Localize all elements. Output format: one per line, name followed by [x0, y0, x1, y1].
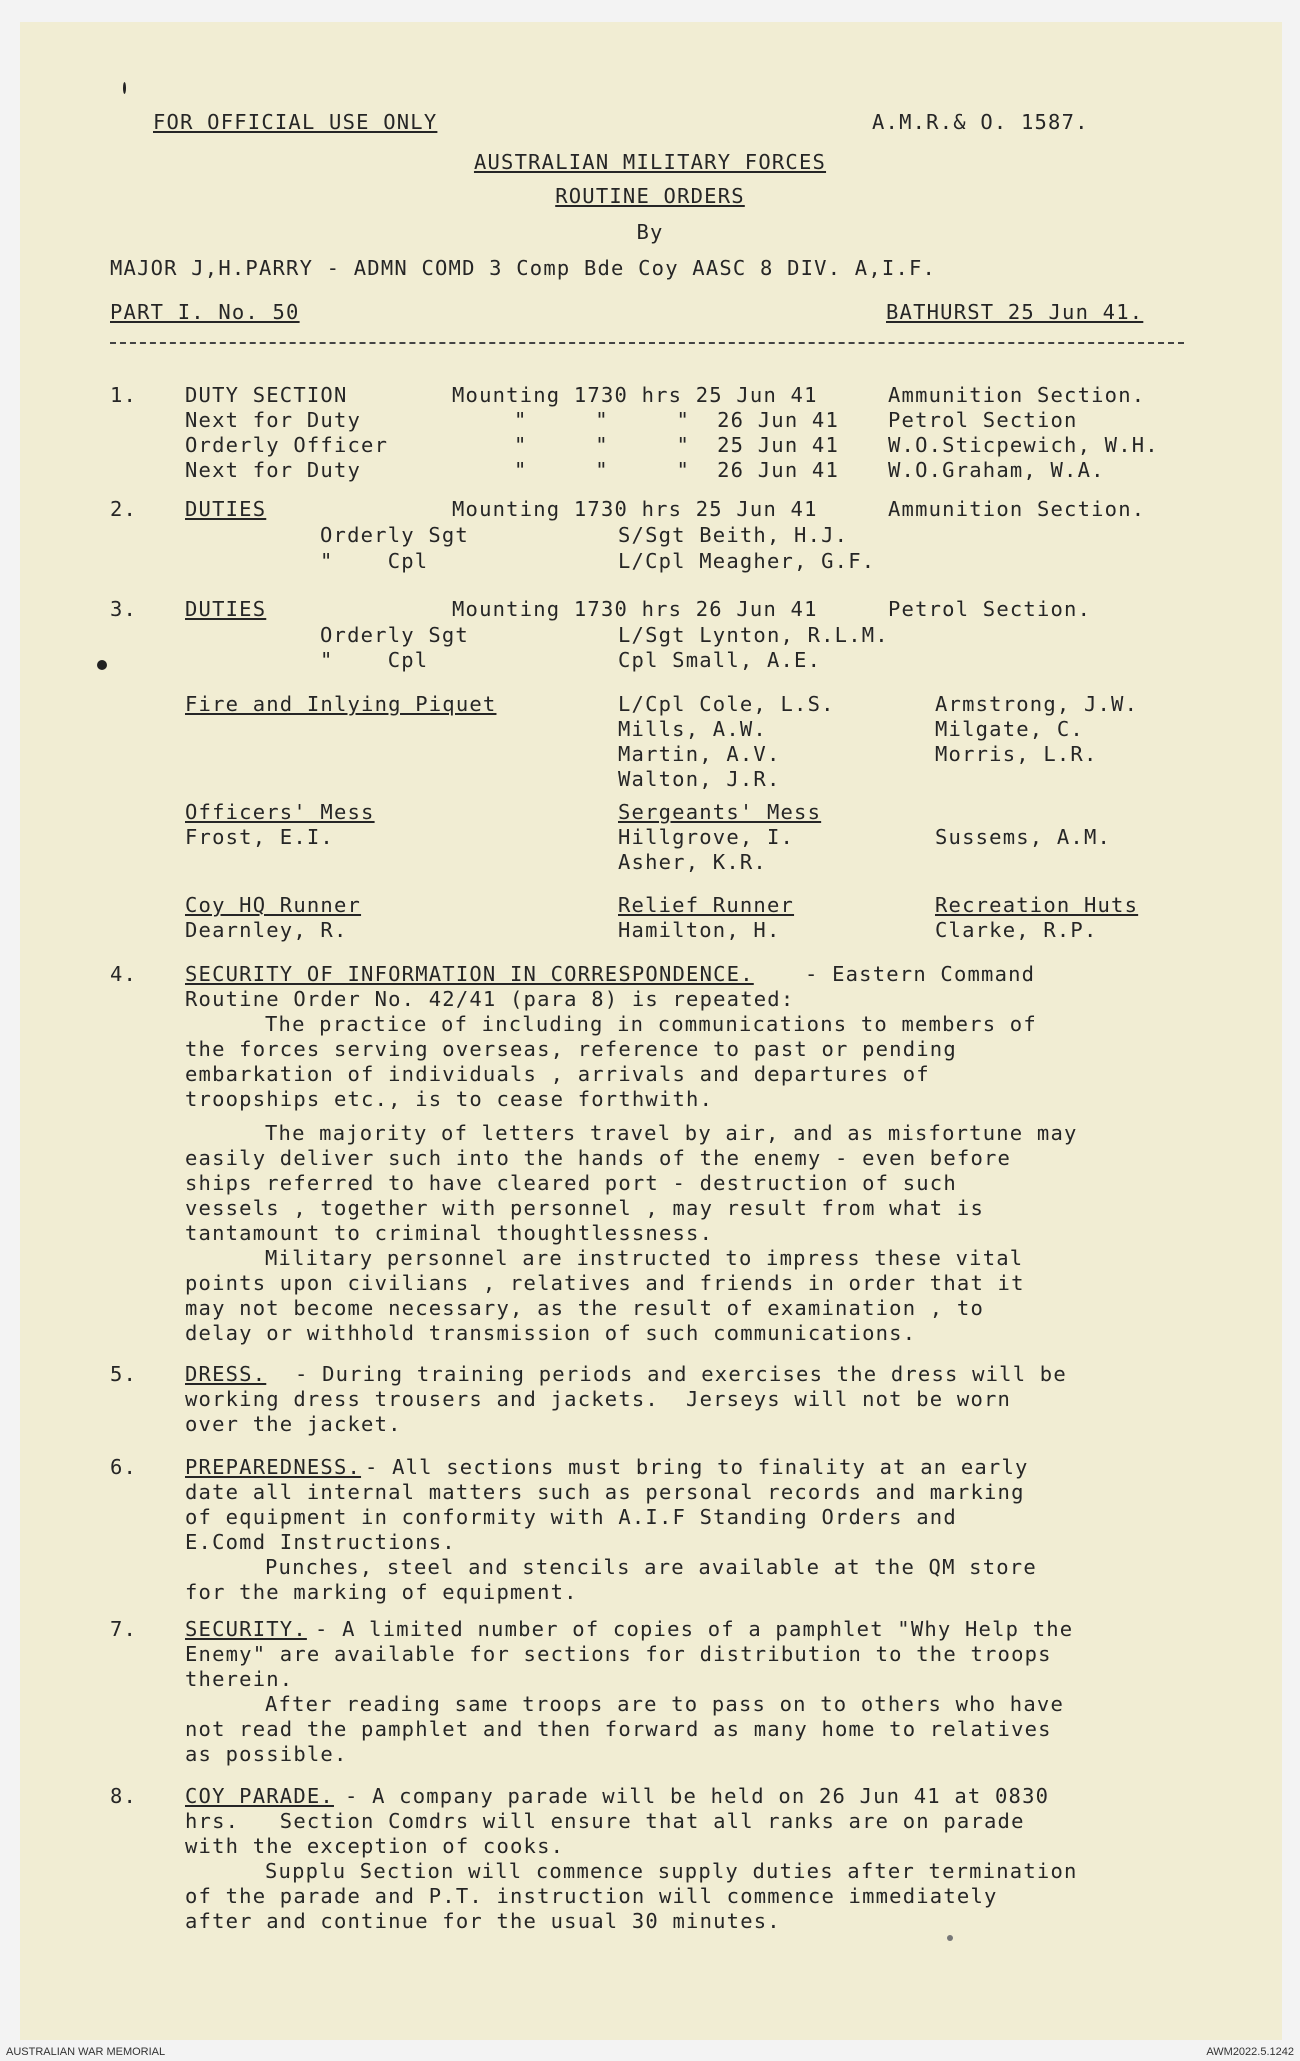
item-2-section: Ammunition Section.: [888, 497, 1146, 521]
item-6-text: for the marking of equipment.: [185, 1580, 578, 1604]
ink-mark: [123, 82, 126, 94]
item-7-title: SECURITY.: [185, 1617, 307, 1641]
item-1-label: Orderly Officer: [185, 433, 389, 457]
item-2-rank: " Cpl: [320, 549, 429, 573]
item-4-text: The majority of letters travel by air, and as misfortune may: [265, 1121, 1078, 1145]
item-2-name: L/Cpl Meagher, G.F.: [618, 549, 876, 573]
recreation-huts-name: Clarke, R.P.: [935, 918, 1098, 942]
by-line: By: [636, 220, 664, 244]
item-8-number: 8.: [110, 1784, 138, 1808]
item-5-number: 5.: [110, 1362, 138, 1386]
relief-runner-name: Hamilton, H.: [618, 918, 781, 942]
item-1-name: Petrol Section: [888, 408, 1078, 432]
item-3-rank: " Cpl: [320, 648, 429, 672]
item-3-name: Cpl Small, A.E.: [618, 648, 822, 672]
sergeants-mess-title: Sergeants' Mess: [618, 800, 822, 824]
piquet-member: Milgate, C.: [935, 717, 1084, 741]
item-1-name: W.O.Sticpewich, W.H.: [888, 433, 1159, 457]
piquet-member: Armstrong, J.W.: [935, 692, 1139, 716]
hq-runner-title: Coy HQ Runner: [185, 893, 362, 917]
item-4-text: points upon civilians , relatives and friends in order that it: [185, 1271, 1025, 1295]
item-2-number: 2.: [110, 497, 138, 521]
item-2-name: S/Sgt Beith, H.J.: [618, 523, 849, 547]
item-8-text: of the parade and P.T. instruction will commence immediately: [185, 1884, 998, 1908]
item-1-name: Ammunition Section.: [888, 383, 1146, 407]
item-4-title: SECURITY OF INFORMATION IN CORRESPONDENCE.: [185, 962, 754, 986]
item-4-text: may not become necessary, as the result of examination , to: [185, 1296, 984, 1320]
item-7-text: therein.: [185, 1667, 294, 1691]
item-5-title: DRESS.: [185, 1362, 267, 1386]
sergeants-mess-name: Hillgrove, I.: [618, 825, 795, 849]
item-1-mount: " " " 26 Jun 41: [514, 458, 840, 482]
item-4-number: 4.: [110, 962, 138, 986]
item-1-number: 1.: [110, 383, 138, 407]
item-4-text: tantamount to criminal thoughtlessness.: [185, 1221, 714, 1245]
ink-mark: [947, 1935, 953, 1941]
item-6-title: PREPAREDNESS.: [185, 1455, 362, 1479]
item-7-text: - A limited number of copies of a pamphlet "Why Help the: [315, 1617, 1074, 1641]
officers-mess-title: Officers' Mess: [185, 800, 375, 824]
item-4-text: ships referred to have cleared port - destruction of such: [185, 1171, 957, 1195]
piquet-member: Morris, L.R.: [935, 742, 1098, 766]
item-6-text: E.Comd Instructions.: [185, 1530, 456, 1554]
item-5-text: working dress trousers and jackets. Jerseys will not be worn: [185, 1387, 1012, 1411]
officers-mess-name: Frost, E.I.: [185, 825, 334, 849]
punch-hole-mark: [97, 660, 107, 670]
item-6-text: of equipment in conformity with A.I.F Standing Orders and: [185, 1505, 957, 1529]
archive-footer: [0, 2044, 1300, 2061]
item-7-text: Enemy" are available for sections for distribution to the troops: [185, 1642, 1052, 1666]
piquet-member: Mills, A.W.: [618, 717, 767, 741]
issuer-line: MAJOR J,H.PARRY - ADMN COMD 3 Comp Bde Coy AASC 8 DIV. A,I.F.: [110, 256, 937, 280]
item-2-mount: Mounting 1730 hrs 25 Jun 41: [452, 497, 818, 521]
relief-runner-title: Relief Runner: [618, 893, 795, 917]
item-4-text: the forces serving overseas, reference to past or pending: [185, 1037, 957, 1061]
item-7-text: as possible.: [185, 1742, 348, 1766]
item-3-title: DUTIES: [185, 597, 267, 621]
item-6-text: Punches, steel and stencils are available at the QM store: [265, 1555, 1037, 1579]
part-number: PART I. No. 50: [110, 300, 300, 324]
item-6-text: date all internal matters such as personal records and marking: [185, 1480, 1025, 1504]
item-7-number: 7.: [110, 1617, 138, 1641]
archive-footer-left: AUSTRALIAN WAR MEMORIAL: [6, 2046, 166, 2058]
item-3-rank: Orderly Sgt: [320, 623, 469, 647]
item-8-text: hrs. Section Comdrs will ensure that all ranks are on parade: [185, 1809, 1025, 1833]
item-6-text: - All sections must bring to finality at an early: [365, 1455, 1029, 1479]
piquet-member: Walton, J.R.: [618, 767, 781, 791]
item-3-section: Petrol Section.: [888, 597, 1092, 621]
item-3-number: 3.: [110, 597, 138, 621]
org-title: AUSTRALIAN MILITARY FORCES: [473, 150, 827, 174]
item-4-text: Routine Order No. 42/41 (para 8) is repeated:: [185, 987, 795, 1011]
archive-footer-right: AWM2022.5.1242: [1206, 2046, 1294, 2058]
item-4-text: vessels , together with personnel , may result from what is: [185, 1196, 984, 1220]
separator-dashed: [110, 342, 1184, 344]
hq-runner-name: Dearnley, R.: [185, 918, 348, 942]
item-2-title: DUTIES: [185, 497, 267, 521]
item-8-text: Supplu Section will commence supply duties after termination: [265, 1859, 1078, 1883]
item-1-label: DUTY SECTION: [185, 383, 348, 407]
item-8-text: with the exception of cooks.: [185, 1834, 565, 1858]
item-3-mount: Mounting 1730 hrs 26 Jun 41: [452, 597, 818, 621]
item-4-text: easily deliver such into the hands of the enemy - even before: [185, 1146, 1012, 1170]
item-1-mount: " " " 26 Jun 41: [514, 408, 840, 432]
item-1-mount: " " " 25 Jun 41: [514, 433, 840, 457]
piquet-member: Martin, A.V.: [618, 742, 781, 766]
item-4-text: delay or withhold transmission of such communications.: [185, 1321, 917, 1345]
piquet-member: L/Cpl Cole, L.S.: [618, 692, 835, 716]
mess-third-name: Sussems, A.M.: [935, 825, 1112, 849]
item-4-text: The practice of including in communications to members of: [265, 1012, 1037, 1036]
item-7-text: After reading same troops are to pass on to others who have: [265, 1692, 1064, 1716]
doc-type: ROUTINE ORDERS: [555, 184, 745, 208]
reference-number: A.M.R.& O. 1587.: [872, 110, 1089, 134]
item-5-text: - During training periods and exercises the dress will be: [295, 1362, 1067, 1386]
item-4-text: troopships etc., is to cease forthwith.: [185, 1087, 714, 1111]
item-8-text: - A company parade will be held on 26 Jun 41 at 0830: [345, 1784, 1050, 1808]
item-4-text: - Eastern Command: [805, 962, 1036, 986]
item-1-mount: Mounting 1730 hrs 25 Jun 41: [452, 383, 818, 407]
recreation-huts-title: Recreation Huts: [935, 893, 1139, 917]
item-3-name: L/Sgt Lynton, R.L.M.: [618, 623, 889, 647]
item-2-rank: Orderly Sgt: [320, 523, 469, 547]
piquet-title: Fire and Inlying Piquet: [185, 692, 497, 716]
item-1-name: W.O.Graham, W.A.: [888, 458, 1105, 482]
classification-label: FOR OFFICIAL USE ONLY: [153, 110, 438, 134]
item-6-number: 6.: [110, 1455, 138, 1479]
sergeants-mess-name: Asher, K.R.: [618, 850, 767, 874]
item-1-label: Next for Duty: [185, 458, 362, 482]
place-date: BATHURST 25 Jun 41.: [886, 300, 1144, 324]
item-5-text: over the jacket.: [185, 1412, 402, 1436]
item-7-text: not read the pamphlet and then forward as many home to relatives: [185, 1717, 1052, 1741]
item-8-text: after and continue for the usual 30 minutes.: [185, 1909, 781, 1933]
item-8-title: COY PARADE.: [185, 1784, 334, 1808]
item-1-label: Next for Duty: [185, 408, 362, 432]
item-4-text: Military personnel are instructed to impress these vital: [265, 1246, 1024, 1270]
item-4-text: embarkation of individuals , arrivals and departures of: [185, 1062, 930, 1086]
